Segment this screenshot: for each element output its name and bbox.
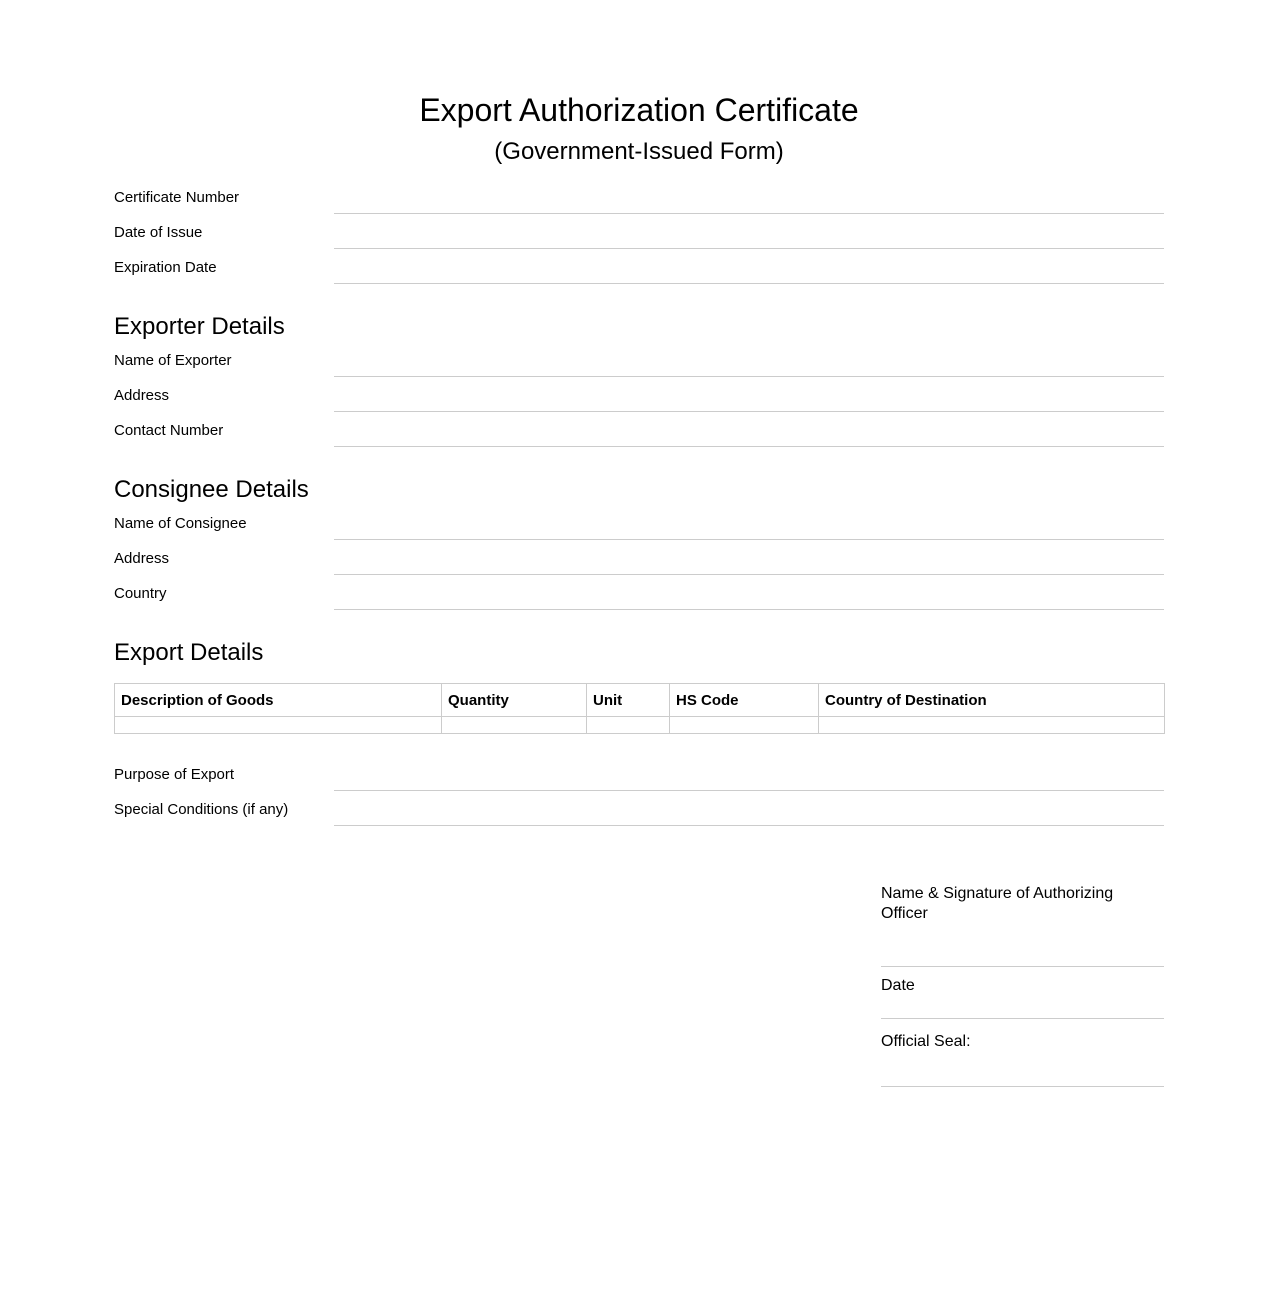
field-label: Purpose of Export [114, 766, 235, 783]
consignee-fields [114, 505, 1164, 609]
sign-date-line[interactable] [881, 996, 1164, 1019]
consignee-country-input[interactable] [334, 589, 1164, 610]
sign-date-label: Date [881, 977, 915, 994]
field-consignee-name [114, 505, 1164, 539]
field-label: Name of Consignee [114, 515, 247, 532]
goods-table [114, 683, 1165, 734]
page-title: Export Authorization Certificate [419, 92, 859, 128]
special-conditions-input[interactable] [334, 805, 1164, 826]
page-subtitle: (Government-Issued Form) [494, 138, 784, 165]
field-expiration-date [114, 248, 1164, 283]
certificate-fields [114, 178, 1164, 283]
official-seal-label: Official Seal: [881, 1033, 971, 1050]
field-label: Address [114, 550, 170, 567]
table-row [115, 717, 1165, 734]
signature-block [881, 884, 1164, 1087]
field-label: Country [114, 585, 167, 602]
column-header-unit: Unit [587, 684, 670, 717]
certificate-form [114, 88, 1164, 825]
field-date-of-issue [114, 213, 1164, 248]
field-exporter-contact [114, 411, 1164, 446]
column-header-quantity: Quantity [442, 684, 587, 717]
official-seal-line [881, 1052, 1164, 1087]
table-cell-unit[interactable] [587, 717, 670, 734]
expiration-date-input[interactable] [334, 263, 1164, 284]
field-exporter-name [114, 342, 1164, 376]
field-label: Expiration Date [114, 259, 217, 276]
table-cell-description[interactable] [115, 717, 442, 734]
officer-signature-label: Name & Signature of Authorizing Officer [881, 885, 1114, 922]
field-label: Address [114, 387, 170, 404]
field-label: Date of Issue [114, 224, 203, 241]
table-cell-destination[interactable] [819, 717, 1165, 734]
section-title-consignee: Consignee Details [114, 476, 309, 503]
export-fields [114, 755, 1164, 825]
exporter-name-input[interactable] [334, 356, 1164, 377]
field-label: Contact Number [114, 422, 224, 439]
consignee-name-input[interactable] [334, 519, 1164, 540]
field-label: Special Conditions (if any) [114, 801, 289, 818]
table-header-row [115, 684, 1165, 717]
exporter-address-input[interactable] [334, 391, 1164, 412]
officer-signature-line[interactable] [881, 924, 1164, 967]
column-header-description: Description of Goods [115, 684, 442, 717]
table-cell-quantity[interactable] [442, 717, 587, 734]
section-title-exporter: Exporter Details [114, 313, 285, 340]
field-consignee-country [114, 574, 1164, 609]
field-label: Certificate Number [114, 189, 240, 206]
field-consignee-address [114, 539, 1164, 574]
table-cell-hs-code[interactable] [670, 717, 819, 734]
purpose-of-export-input[interactable] [334, 770, 1164, 791]
date-of-issue-input[interactable] [334, 228, 1164, 249]
field-certificate-number [114, 178, 1164, 213]
field-exporter-address [114, 376, 1164, 411]
column-header-destination: Country of Destination [819, 684, 1165, 717]
consignee-address-input[interactable] [334, 554, 1164, 575]
column-header-hs-code: HS Code [670, 684, 819, 717]
certificate-number-input[interactable] [334, 193, 1164, 214]
field-purpose-of-export [114, 755, 1164, 790]
exporter-contact-input[interactable] [334, 426, 1164, 447]
field-special-conditions [114, 790, 1164, 825]
exporter-fields [114, 342, 1164, 446]
field-label: Name of Exporter [114, 352, 232, 369]
section-title-export: Export Details [114, 639, 264, 666]
